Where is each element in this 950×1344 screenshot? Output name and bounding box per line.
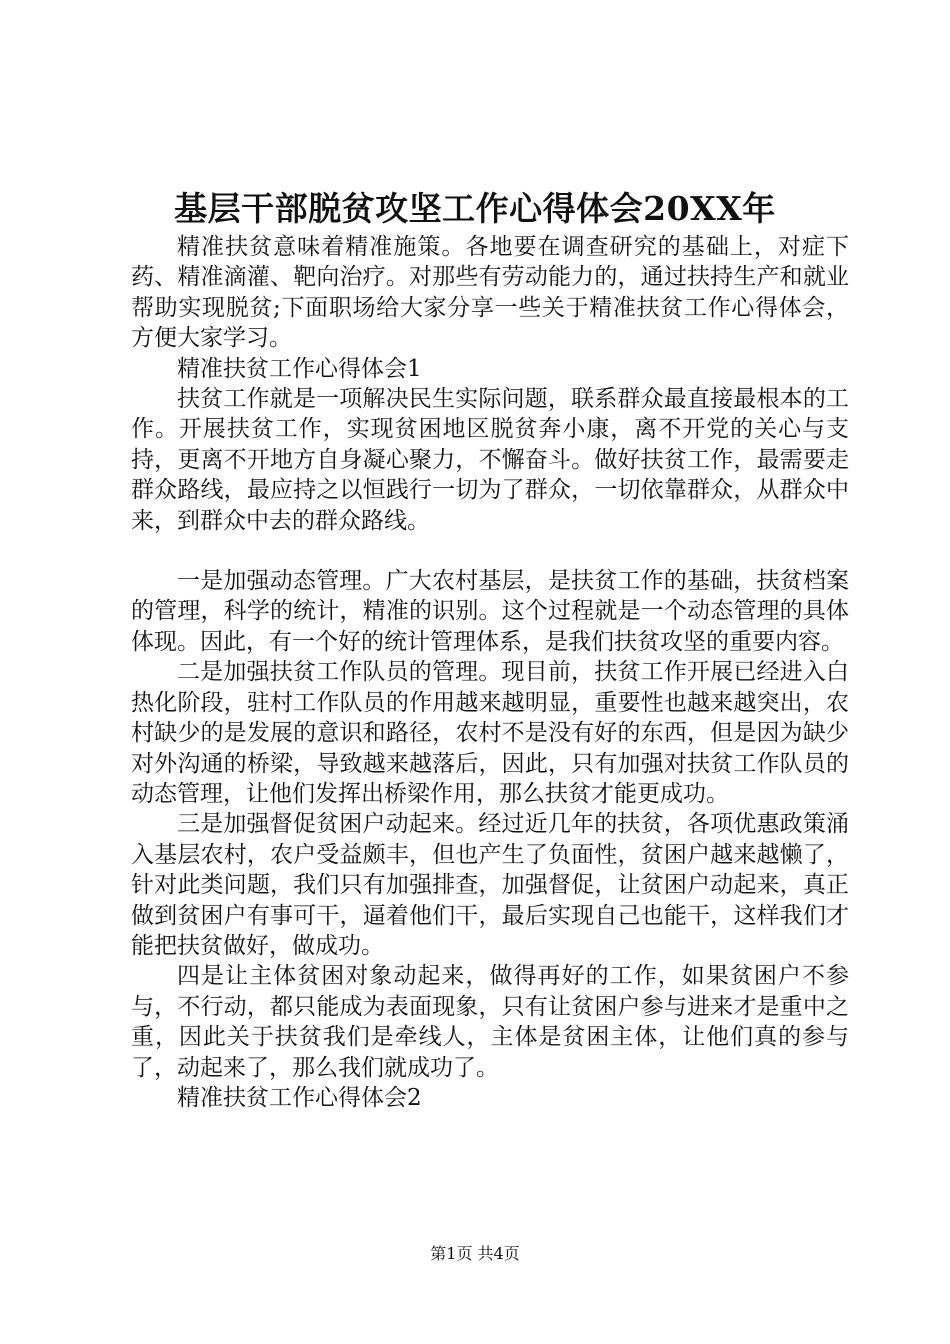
body-paragraph: 一是加强动态管理。广大农村基层，是扶贫工作的基础，扶贫档案的管理，科学的统计，精准的识别。这个过程就是一个动态管理的具体体现。因此，有一个好的统计管理体系，是我们扶贫攻坚的重要内容。: [131, 568, 849, 655]
page-footer: 第1页 共4页: [430, 1244, 520, 1263]
paragraph-gap: [131, 536, 849, 566]
document-body: [131, 232, 849, 1113]
section-heading-2: 精准扶贫工作心得体会2: [177, 1084, 422, 1111]
document-title: 基层干部脱贫攻坚工作心得体会20XX年: [174, 189, 776, 228]
body-paragraph: 四是让主体贫困对象动起来，做得再好的工作，如果贫困户不参与，不行动，都只能成为表面现象，只有让贫困户参与进来才是重中之重，因此关于扶贫我们是牵线人，主体是贫困主体，让他们真的参与了，动起来了，那么我们就成功了。: [131, 963, 849, 1081]
intro-paragraph: 精准扶贫意味着精准施策。各地要在调查研究的基础上，对症下药、精准滴灌、靶向治疗。对那些有劳动能力的，通过扶持生产和就业帮助实现脱贫;下面职场给大家分享一些关于精准扶贫工作心得体会，方便大家学习。: [131, 234, 849, 352]
body-paragraph: 三是加强督促贫困户动起来。经过近几年的扶贫，各项优惠政策涌入基层农村，农户受益颇丰，但也产生了负面性，贫困户越来越懒了，针对此类问题，我们只有加强排查，加强督促，让贫困户动起来，真正做到贫困户有事可干，逼着他们干，最后实现自己也能干，这样我们才能把扶贫做好，做成功。: [131, 811, 849, 959]
body-paragraph: 二是加强扶贫工作队员的管理。现目前，扶贫工作开展已经进入白热化阶段，驻村工作队员的作用越来越明显，重要性也越来越突出，农村缺少的是发展的意识和路径，农村不是没有好的东西，但是因为缺少对外沟通的桥梁，导致越来越落后，因此，只有加强对扶贫工作队员的动态管理，让他们发挥出桥梁作用，那么扶贫才能更成功。: [131, 659, 849, 807]
section-heading-1: 精准扶贫工作心得体会1: [177, 355, 422, 382]
body-paragraph: 扶贫工作就是一项解决民生实际问题，联系群众最直接最根本的工作。开展扶贫工作，实现贫困地区脱贫奔小康，离不开党的关心与支持，更离不开地方自身凝心聚力，不懈奋斗。做好扶贫工作，最需要走群众路线，最应持之以恒践行一切为了群众，一切依靠群众，从群众中来，到群众中去的群众路线。: [131, 386, 849, 534]
